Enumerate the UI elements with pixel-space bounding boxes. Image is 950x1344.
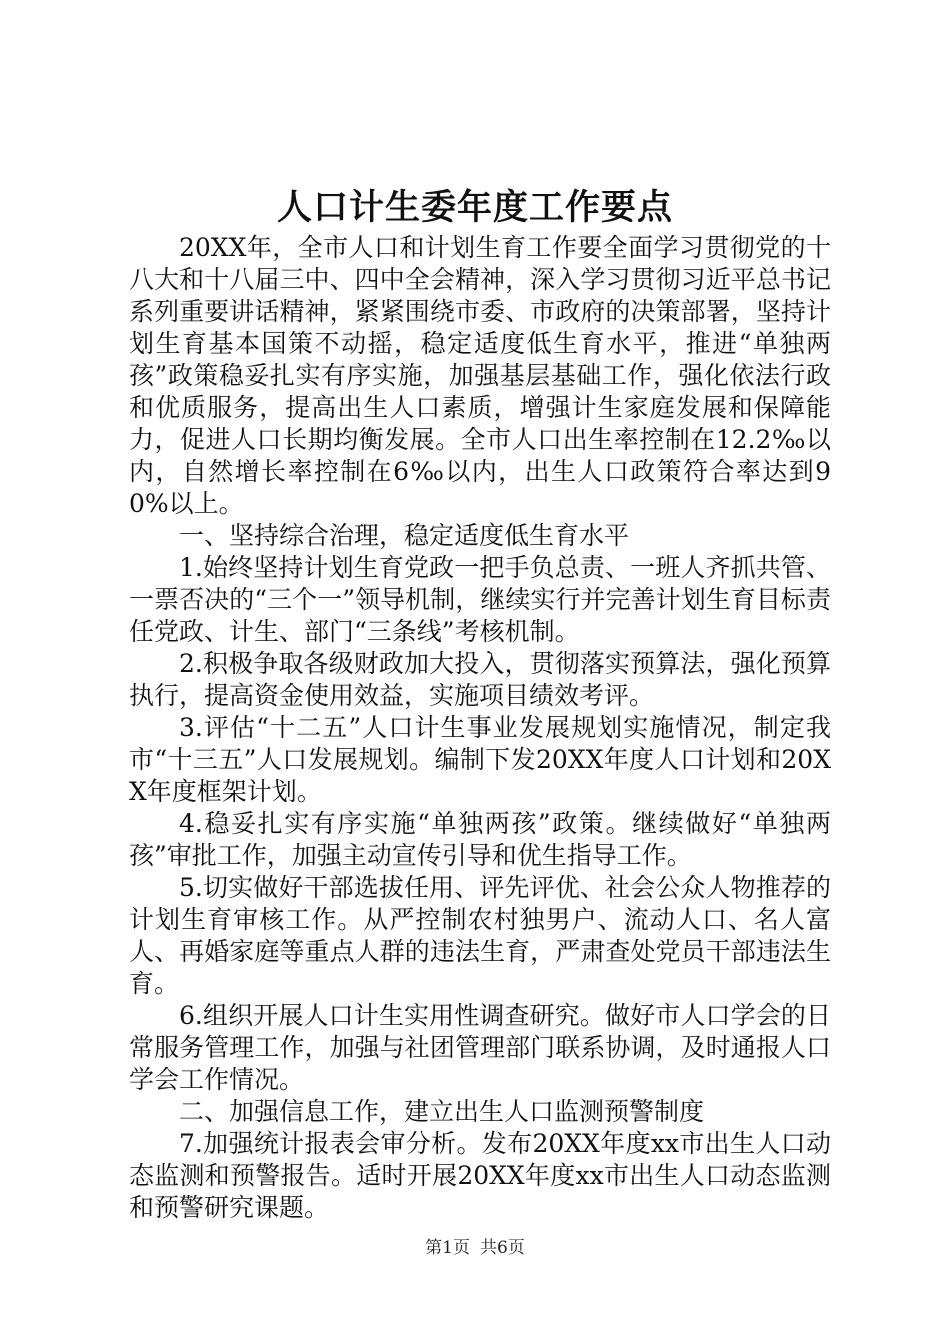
- page-total: 共6页: [480, 1238, 525, 1258]
- section-heading-1: 一、坚持综合治理，稳定适度低生育水平: [179, 521, 630, 550]
- item-paragraph-5: 5.切实做好干部选拔任用、评先评优、社会公众人物推荐的计划生育审核工作。从严控制农村独男户、流动人口、名人富人、再婚家庭等重点人群的违法生育，严肃查处党员干部违法生育。: [129, 873, 831, 998]
- document-body: [129, 232, 831, 1224]
- intro-paragraph: 20XX年，全市人口和计划生育工作要全面学习贯彻党的十八大和十八届三中、四中全会精神，深入学习贯彻习近平总书记系列重要讲话精神，紧紧围绕市委、市政府的决策部署，坚持计划生育基本国策不动摇，稳定适度低生育水平，推进“单独两孩”政策稳妥扎实有序实施，加强基层基础工作，强化依法行政和优质服务，提高出生人口素质，增强计生家庭发展和保障能力，促进人口长期均衡发展。全市人口出生率控制在12.2‰以内，自然增长率控制在6‰以内，出生人口政策符合率达到90%以上。: [129, 233, 831, 518]
- item-paragraph-6: 6.组织开展人口计生实用性调查研究。做好市人口学会的日常服务管理工作，加强与社团管理部门联系协调，及时通报人口学会工作情况。: [129, 1001, 831, 1094]
- page-number: 第1页: [425, 1238, 470, 1258]
- item-paragraph-1: 1.始终坚持计划生育党政一把手负总责、一班人齐抓共管、一票否决的“三个一”领导机制，继续实行并完善计划生育目标责任党政、计生、部门“三条线”考核机制。: [129, 553, 831, 646]
- item-paragraph-4: 4.稳妥扎实有序实施“单独两孩”政策。继续做好“单独两孩”审批工作，加强主动宣传引导和优生指导工作。: [129, 809, 831, 870]
- item-paragraph-2: 2.积极争取各级财政加大投入，贯彻落实预算法，强化预算执行，提高资金使用效益，实施项目绩效考评。: [129, 649, 831, 710]
- item-paragraph-7: 7.加强统计报表会审分析。发布20XX年度xx市出生人口动态监测和预警报告。适时开展20XX年度xx市出生人口动态监测和预警研究课题。: [129, 1129, 831, 1222]
- section-heading-2: 二、加强信息工作，建立出生人口监测预警制度: [179, 1097, 705, 1126]
- item-paragraph-3: 3.评估“十二五”人口计生事业发展规划实施情况，制定我市“十三五”人口发展规划。编制下发20XX年度人口计划和20XX年度框架计划。: [129, 713, 831, 806]
- page-footer: [0, 1236, 950, 1260]
- document-title: 人口计生委年度工作要点: [276, 187, 673, 228]
